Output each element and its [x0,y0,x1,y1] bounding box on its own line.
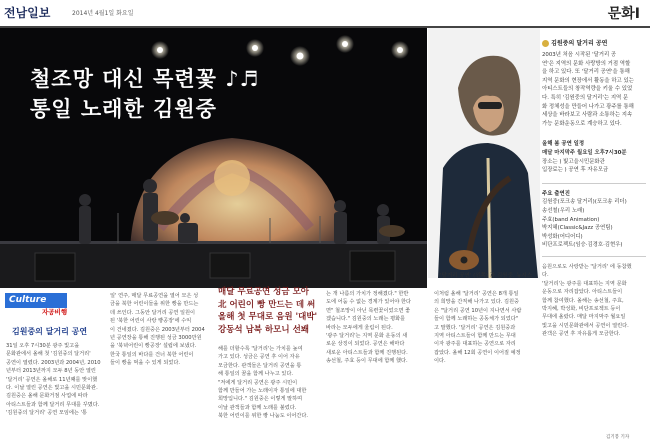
article-column-3: 해를 더할수록 '달거리'는 가치를 높여 가고 있다. 성금은 공연 후 이어 자유 모금한다. 관객들은 달거리 공연을 통 해 통일의 꿈을 함께 나누고 있다. "저에게 달거리 공연은 광주 시민이 함께 만들어 가는 노래이자 통일에 대한 희망입니다." 김원중은 이렇게 말하며 이날 관객들과 함께 노래를 불렀다. 북한 어린이를 위한 빵 나눔도 이어간다. [218,346,309,420]
article-column-5: 이처럼 올해 '달거리' 공연은 8개 통일 의 희망을 간직해 나가고 있다. 김원중 은 "달거리 공연 10년이 지나면서 사람 들이 함께 노래하는 공동체가 되었다" 고 말했다. '달거리' 공연은 김원중과 지역 아티스트들이 함께 만드는 무대 이자 광주를 대표하는 공연으로 자리 잡았다. 올해 12회 공연이 이어질 예정 이다. [434,291,522,365]
singer-portrait-illustration [428,28,540,278]
article-column-1: 31일 오후 7시30분 광주 빛고을 문화관에서 올해 첫 '김원중의 달거리' 공연이 열렸다. 2003년과 2004년, 2010 년부터 2013년까지 모두 8년 동안 열린 '달거리' 공연은 올해로 11년째를 맞이했 다. 이날 열린 공연은 빛고을 시민문화관. 김원중은 올해 문화거점 사업에 따라 아티스트들과 함께 달거리 무대를 꾸몄다. '김원중의 달거리' 공연 모임에는 '통 [6,343,101,417]
article-column-6: 음원으로도 사랑받는 '달거리' 에 동참했 다. '달거리'는 광주를 대표하는 지역 문화 운동으로 자리잡았다. 아티스트들이 함께 참여했다. 올해는 송선철, 주효, 박지혜, 박성화, 비단프로젝트 등이 무대에 올랐다. 매달 마지막주 월요일 빛고을 시민문화관에서 공연이 열린다. 관객은 공연 후 자유롭게 모금한다. [542,263,632,338]
article-title: 김원중의 달거리 공연 [12,327,88,336]
article-subheadline: 매달 무료공연 성금 모아 北 어린이 빵 만드는 데 써 올해 첫 무대로 음원 '대박' 강동석 남북 하모니 선봬 [218,287,318,335]
photo-caption: '달거리 공연' (왼쪽) 과 김원중. 뉴시스 [440,273,533,279]
issue-date: 2014년 4월1일 화요일 [72,10,134,17]
info-sidebar [542,28,646,444]
culture-banner-text: Culture [9,295,47,305]
headline-line-2: 통일 노래한 김원중 [30,96,217,121]
article-column-4: 는 개 나름의 가치가 정해졌다." 한반 도에 어둠 수 없는 경계가 있어야 한다 면" 철조망이 아닌 목련꽃이었으면 좋 겠습니다." 김원중의 노래는 평화를 바라는 모두에게 울림이 된다. '광주 달거리'는 지역 문화 운동의 새 로운 상징이 되었다. 공연은 해마다 새로운 아티스트들과 함께 진행된다. 송선철, 주효 등이 무대에 함께 했다. [326,291,412,365]
reporter-credit: 김기봉 기자 [606,435,630,440]
schedule-list: 매달 마지막주 월요일 오후7시30분 장소는 ) 빛고을시민문화관 입장료는 ) 공연 후 자유모금 [542,149,627,174]
newspaper-logo: 전남일보 [4,6,51,20]
bullet-icon [542,40,549,47]
cast-list: 김원중(포크송 달거리)(포크송 리더) 송선철(우리 노래) 주효(band Animation) 박지혜(Classic&Jazz 공연팀) 박성화(어디어디) 비단프로젝트(임승·김경호·김현우) [542,199,627,249]
culture-banner-subtitle: 자공비행 [42,308,68,316]
schedule-label: 올해 봄 공연 일정 [542,141,585,148]
article-column-2: 일' 연주, 매달 무료공연을 열어 모은 성 금을 북한 어린이들을 위한 빵을 만드는 데 쓰인다. 그동안 달거리 공연 일원이 된 '북한 어린이 사랑 빵공장'에 수익 이 건네졌다. 김원중은 2003년부터 2004 년 공연장을 통해 진행된 성금 3000만원 을 '북녘어린이 빵공장' 설립에 보냈다. 한국 통일의 바다를 건너 북한 어린이 들이 빵을 먹을 수 있게 되었다. [110,293,205,367]
divider [542,256,646,257]
sidebar-title: 김원중의 달거리 공연 [542,38,646,47]
section-title: 문화Ⅰ [607,6,640,22]
headline-line-1: 철조망 대신 목련꽃 ♪♬ [30,66,260,91]
divider [542,183,646,184]
singer-portrait-photo [428,28,540,278]
sidebar-intro: 2003년 처음 시작된 '달거리 공 연'은 지역의 문화 사랑방의 거점 역할 을 하고 있다. 또 '달거리 공연'을 통해 지역 문화의 현장에서 활동을 하고 있는 아티스트들의 창작역량을 키울 수 있었 다. 특히 '김원중의 달거리'는 지역 문 화 정체성을 만들어 나가고 광주를 통해 세상을 바라보고 사람과 소통하는 지속 가능 문화운동으로 계승하고 있다. [542,52,634,127]
cast-label: 주요 출연진 [542,190,570,197]
